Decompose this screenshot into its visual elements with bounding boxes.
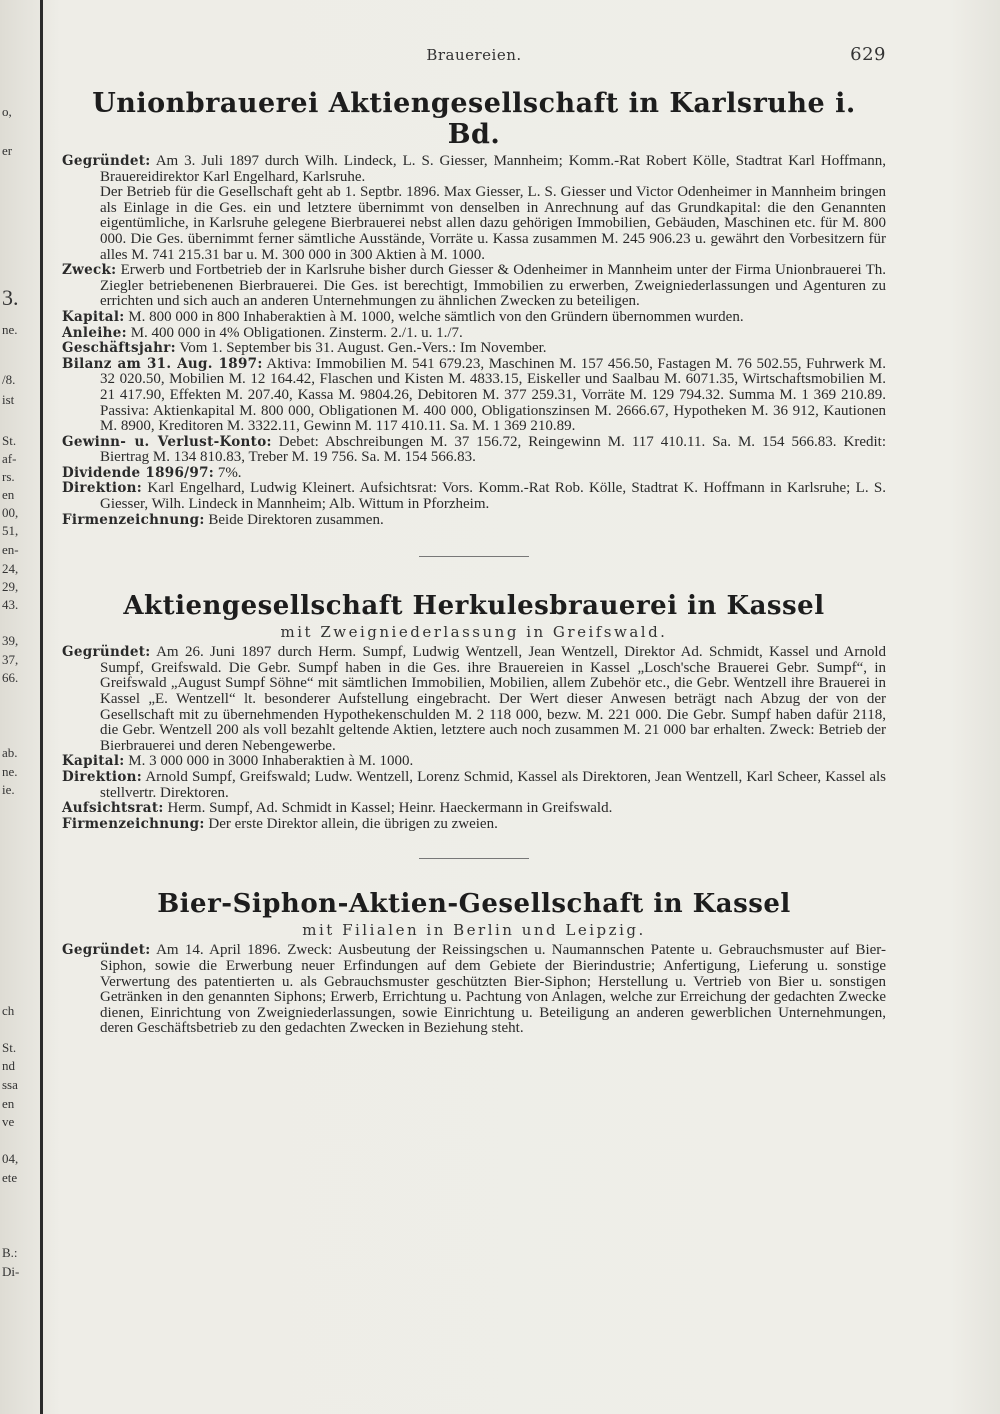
margin-fragment: St. xyxy=(2,1040,17,1055)
entry-label: Bilanz am 31. Aug. 1897: xyxy=(62,355,263,372)
margin-fragment: nd xyxy=(2,1058,15,1073)
margin-fragment: ch xyxy=(2,1003,15,1018)
entry-label: Firmenzeichnung: xyxy=(62,815,205,832)
entry-gegruendet xyxy=(62,943,886,1037)
margin-fragment: af- xyxy=(2,451,17,466)
entry-text: Herm. Sumpf, Ad. Schmidt in Kassel; Heinr. Haeckermann in Greifswald. xyxy=(167,800,613,817)
entry-dividende xyxy=(62,466,886,482)
margin-fragment: 37, xyxy=(2,652,19,667)
entry-anleihe xyxy=(62,326,886,342)
margin-fragment: ete xyxy=(2,1170,18,1185)
entry-aufsichtsrat xyxy=(62,801,886,817)
margin-fragment: 00, xyxy=(2,505,19,520)
margin-fragment: o, xyxy=(2,104,12,119)
company-title: Unionbrauerei Aktiengesellschaft in Karlsruhe i. Bd. xyxy=(92,88,856,150)
entry-label: Geschäftsjahr: xyxy=(62,340,176,357)
entry-zweck xyxy=(62,263,886,310)
entry-text: Am 14. April 1896. Zweck: Ausbeutung der Reissingschen u. Naumannschen Patente u. Gebrauchsmuster auf Bier-Siphon, sowie die Erwerbung neuer Erfindungen auf dem Gebiete der Bierindustrie; Anfertigung, Lieferung u. sonstige Verwertung des patentierten u. als Gebrauchsmuster geschützten Bier-Siphon; Herstellung u. Vertrieb von Bier u. sonstigen Getränken in den genannten Siphons; Erwerb, Errichtung u. Pachtung von Anlagen, welche zur Erreichung der gedachten Zwecke dienen, Einrichtung von Zweigniederlassungen, sowie Einrichtung u. Beteiligung an anderen gewerblichen Unternehmungen, deren Geschäftsbetrieb zu den gedachten Zwecken in Beziehung steht. xyxy=(100,942,886,1037)
margin-fragment: en xyxy=(2,1096,15,1111)
margin-fragment: 29, xyxy=(2,579,19,594)
entry-gegruendet xyxy=(62,154,886,185)
entry-gewinn-verlust xyxy=(62,435,886,466)
company-title: Aktiengesellschaft Herkulesbrauerei in Kassel xyxy=(123,591,825,622)
entry-text: Aktiva: Immobilien M. 541 679.23, Maschinen M. 157 456.50, Fastagen M. 76 502.55, Fuhrwerk M. 32 020.50, Mobilien M. 12 164.42, Flaschen und Kisten M. 4833.15, Eiskeller und Saalbau M. 6071.35, Wirtschaftsmobilien M. 21 417.90, Effekten M. 207.40, Kassa M. 9804.26, Debitoren M. 377 259.31, Vorräte M. 129 794.32. Summa M. 1 369 210.89. Passiva: Aktienkapital M. 800 000, Obligationen M. 400 000, Obligationszinsen M. 2666.67, Hypotheken M. 36 912, Kautionen M. 8900, Kreditoren M. 3322.11, Gewinn M. 117 410.11. Sa. M. 1 369 210.89. xyxy=(100,355,886,435)
margin-fragment: rs. xyxy=(2,469,15,484)
entry-label: Gegründet: xyxy=(62,942,151,959)
entry-label: Gewinn- u. Verlust-Konto: xyxy=(62,433,272,450)
entry-firmenzeichnung xyxy=(62,513,886,529)
company-entry xyxy=(62,88,886,528)
entry-text: Arnold Sumpf, Greifswald; Ludw. Wentzell, Lorenz Schmid, Kassel als Direktoren, Jean Wentzell, Karl Scheer, Kassel als stellvertr. Direktoren. xyxy=(100,769,886,801)
entry-text: Vom 1. September bis 31. August. Gen.-Vers.: Im November. xyxy=(179,340,547,357)
entry-label: Anleihe: xyxy=(62,324,127,341)
binding-edge xyxy=(40,0,43,1414)
entry-label: Zweck: xyxy=(62,262,117,279)
margin-fragment: /8. xyxy=(2,372,16,387)
entry-text: Am 3. Juli 1897 durch Wilh. Lindeck, L. S. Giesser, Mannheim; Komm.-Rat Robert Kölle, Stadtrat Karl Hoffmann, Brauereidirektor Karl Engelhard, Karlsruhe. xyxy=(100,153,886,185)
margin-fragment: er xyxy=(2,143,13,158)
margin-fragment: 43. xyxy=(2,597,19,612)
company-title: Bier-Siphon-Aktien-Gesellschaft in Kassel xyxy=(157,889,791,920)
margin-fragment: ssa xyxy=(2,1077,18,1092)
margin-fragment: St. xyxy=(2,433,17,448)
entry-text: Beide Direktoren zusammen. xyxy=(208,511,384,528)
entry-kapital xyxy=(62,754,886,770)
entry-text: Karl Engelhard, Ludwig Kleinert. Aufsichtsrat: Vors. Komm.-Rat Rob. Kölle, Stadtrat K. Hoffmann in Karlsruhe; L. S. Giesser, Wilh. Lindeck in Mannheim; Alb. Wittum in Pforzheim. xyxy=(100,480,887,513)
margin-fragment: B.: xyxy=(2,1245,18,1260)
entry-label: Direktion: xyxy=(62,769,143,785)
margin-fragment: ve xyxy=(2,1114,15,1129)
entry-direktion xyxy=(62,481,886,512)
section-title: Brauereien. xyxy=(426,46,522,64)
entry-direktion xyxy=(62,770,886,801)
margin-fragment: ab. xyxy=(2,745,18,760)
running-head xyxy=(62,42,886,72)
entry-kapital xyxy=(62,310,886,326)
entry-paragraph xyxy=(62,185,886,263)
entry-text: Am 26. Juni 1897 durch Herm. Sumpf, Ludwig Wentzell, Jean Wentzell, Direktor Ad. Schmidt, Kassel und Arnold Sumpf, Greifswald. Die Gebr. Sumpf haben in die Ges. ihre Brauereien in Kassel „Losch'sche Brauerei Gebr. Sumpf“, in Greifswald „August Sumpf Söhne“ mit sämtlichen Immobilien, Mobilien, allem Zubehör etc., die Gebr. Wentzell ihre Brauerei in Kassel „E. Wentzell“ lt. besonderer Aufstellung eingebracht. Der Wert dieser Anwesen beträgt nach Abzug der von der Gesellschaft mit zu übernehmenden Hypothekenschulden M. 2 118 000, bezw. M. 221 000. Die Gebr. Sumpf haben dafür 2118, die Gebr. Wentzell 200 als voll bezahlt geltende Aktien, letztere auch noch zusammen M. 21 000 bar erhalten. Zweck: Betrieb der Bierbrauerei und deren Nebengewerbe. xyxy=(100,644,886,754)
margin-fragment: en xyxy=(2,487,15,502)
entry-text: 7%. xyxy=(217,464,242,481)
margin-fragment: 24, xyxy=(2,561,19,576)
section-divider xyxy=(419,858,529,859)
margin-fragment: en- xyxy=(2,542,19,557)
section-divider xyxy=(419,556,529,557)
entry-text: M. 800 000 in 800 Inhaberaktien à M. 1000, welche sämtlich von den Gründern übernommen wurden. xyxy=(128,308,744,325)
page-content xyxy=(62,42,886,1037)
margin-fragment: 39, xyxy=(2,633,19,648)
margin-fragment: 04, xyxy=(2,1151,19,1166)
margin-fragment: 51, xyxy=(2,523,19,538)
entry-text: Der Betrieb für die Gesellschaft geht ab 1. Septbr. 1896. Max Giesser, L. S. Giesser und Victor Odenheimer in Mannheim bringen als Einlage in die Ges. ein und letztere übernimmt von denselben in Anrechnung auf das Grundkapital: die den Genannten eigentümliche, in Karlsruhe gelegene Bierbrauerei nebst allen dazu gehörigen Immobilien, Gebäuden, Maschinen etc. für M. 800 000. Die Ges. übernimmt ferner sämtliche Ausstände, Vorräte u. Kassa zusammen M. 245 906.23 u. gewährt den Vorbesitzern für alles M. 741 215.31 bar u. M. 300 000 in 300 Aktien à M. 1000. xyxy=(100,184,886,263)
entry-label: Direktion: xyxy=(62,480,143,497)
entry-text: M. 400 000 in 4% Obligationen. Zinsterm. 2./1. u. 1./7. xyxy=(130,324,463,341)
entry-label: Aufsichtsrat: xyxy=(62,800,164,817)
margin-fragment: Di- xyxy=(2,1264,20,1279)
entry-gegruendet xyxy=(62,645,886,754)
company-subtitle: mit Zweigniederlassung in Greifswald. xyxy=(280,623,668,642)
margin-fragment: 66. xyxy=(2,670,19,685)
company-subtitle: mit Filialen in Berlin und Leipzig. xyxy=(302,921,646,940)
margin-fragment: ist xyxy=(2,392,15,407)
margin-fragment: ne. xyxy=(2,322,18,337)
entry-firmenzeichnung xyxy=(62,817,886,833)
entry-text: Der erste Direktor allein, die übrigen zu zweien. xyxy=(208,815,498,832)
entry-text: M. 3 000 000 in 3000 Inhaberaktien à M. 1000. xyxy=(128,753,414,770)
entry-label: Gegründet: xyxy=(62,644,151,661)
page-number: 629 xyxy=(850,44,886,65)
entry-label: Kapital: xyxy=(62,753,125,770)
entry-text: Debet: Abschreibungen M. 37 156.72, Reingewinn M. 117 410.11. Sa. M. 154 566.83. Kredit: Biertrag M. 134 810.83, Treber M. 19 756. Sa. M. 154 566.83. xyxy=(100,433,886,466)
entry-label: Gegründet: xyxy=(62,153,151,169)
adjacent-page-margin xyxy=(0,0,38,1414)
margin-fragment: ie. xyxy=(2,782,15,797)
entry-geschaeftsjahr xyxy=(62,341,886,357)
company-entry xyxy=(62,889,886,1037)
margin-fragment: ne. xyxy=(2,764,18,779)
entry-label: Firmenzeichnung: xyxy=(62,511,205,528)
entry-bilanz xyxy=(62,357,886,435)
company-entry xyxy=(62,591,886,832)
entry-text: Erwerb und Fortbetrieb der in Karlsruhe bisher durch Giesser & Odenheimer in Mannheim unter der Firma Unionbrauerei Th. Ziegler betriebenenen Bierbrauerei. Die Ges. ist berechtigt, Immobilien zu erwerben, Zweigniederlassungen und Agenturen zu errichten und sich auch an anderen Unternehmungen zu ähnlichen Zwecken zu beteiligen. xyxy=(100,262,887,310)
margin-fragment: 3. xyxy=(2,285,19,310)
entry-label: Dividende 1896/97: xyxy=(62,464,215,481)
entry-label: Kapital: xyxy=(62,308,125,325)
